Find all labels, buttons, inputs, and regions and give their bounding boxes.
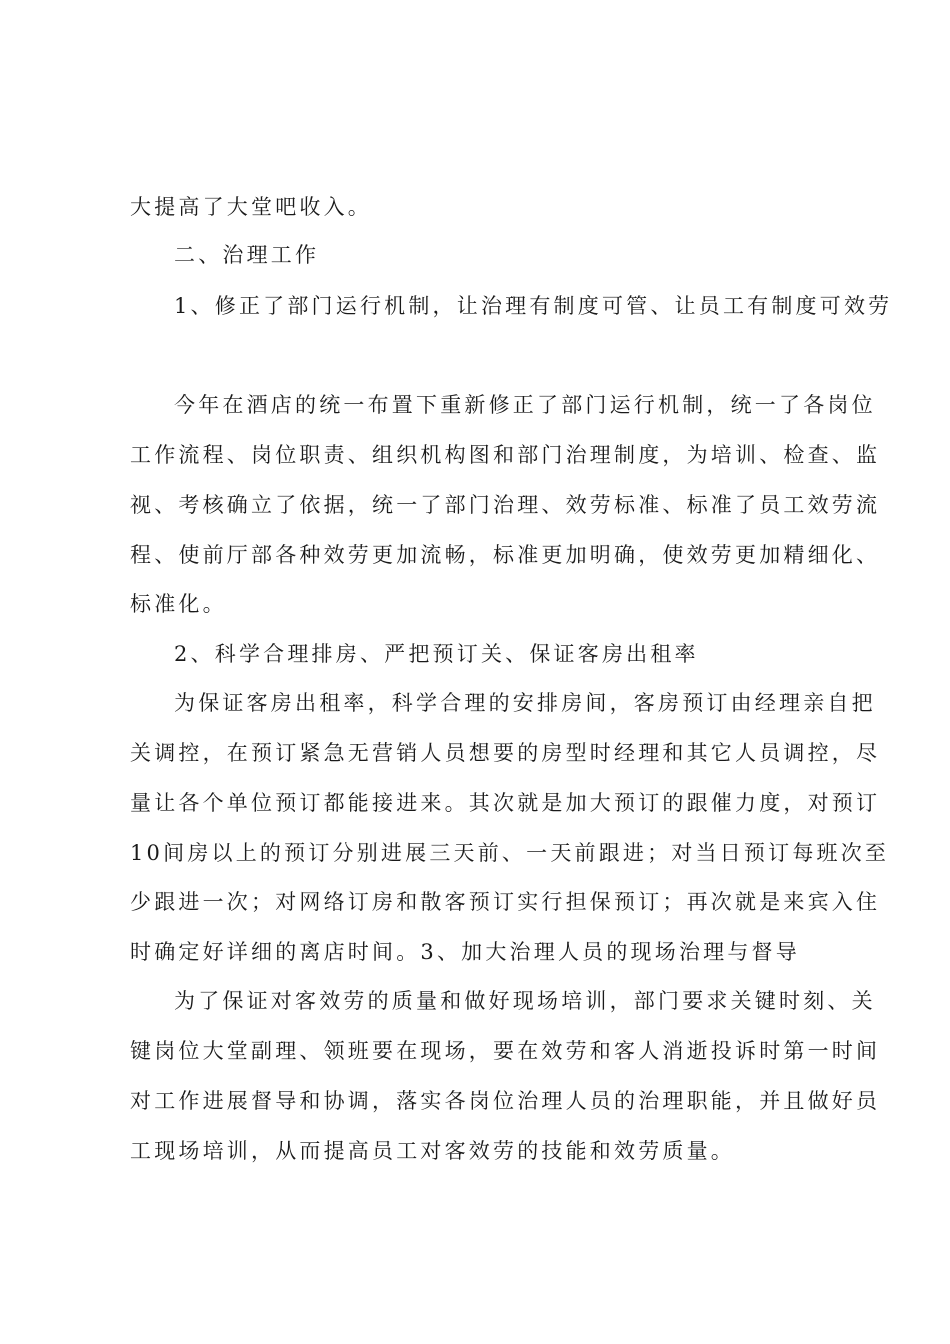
subsection-heading: 2、科学合理排房、严把预订关、保证客房出租率	[174, 642, 699, 666]
subsection-heading: 1、修正了部门运行机制，让治理有制度可管、让员工有制度可效劳	[174, 294, 893, 318]
paragraph-line: 为了保证对客效劳的质量和做好现场培训，部门要求关键时刻、关	[174, 989, 876, 1013]
paragraph-line: 关调控，在预订紧急无营销人员想要的房型时经理和其它人员调控，尽	[130, 741, 881, 765]
paragraph-line: 程、使前厅部各种效劳更加流畅，标准更加明确，使效劳更加精细化、	[130, 543, 881, 567]
paragraph-line: 标准化。	[130, 592, 227, 616]
paragraph-line: 对工作进展督导和协调，落实各岗位治理人员的治理职能，并且做好员	[130, 1089, 881, 1113]
section-heading: 二、治理工作	[174, 243, 320, 267]
paragraph-line: 量让各个单位预订都能接进来。其次就是加大预订的跟催力度，对预订	[130, 791, 881, 815]
paragraph-line: 少跟进一次；对网络订房和散客预订实行担保预订；再次就是来宾入住	[130, 890, 881, 914]
paragraph-line: 工现场培训，从而提高员工对客效劳的技能和效劳质量。	[130, 1139, 735, 1163]
paragraph-line: 工作流程、岗位职责、组织机构图和部门治理制度，为培训、检查、监	[130, 443, 881, 467]
paragraph-line: 视、考核确立了依据，统一了部门治理、效劳标准、标准了员工效劳流	[130, 493, 881, 517]
paragraph-line: 时确定好详细的离店时间。3、加大治理人员的现场治理与督导	[130, 940, 800, 964]
paragraph-line: 今年在酒店的统一布置下重新修正了部门运行机制，统一了各岗位	[174, 393, 876, 417]
paragraph-line: 为保证客房出租率，科学合理的安排房间，客房预订由经理亲自把	[174, 691, 876, 715]
paragraph-line: 大提高了大堂吧收入。	[130, 195, 372, 219]
paragraph-line: 10间房以上的预订分别进展三天前、一天前跟进；对当日预订每班次至	[130, 841, 890, 865]
paragraph-line: 键岗位大堂副理、领班要在现场，要在效劳和客人消逝投诉时第一时间	[130, 1039, 881, 1063]
